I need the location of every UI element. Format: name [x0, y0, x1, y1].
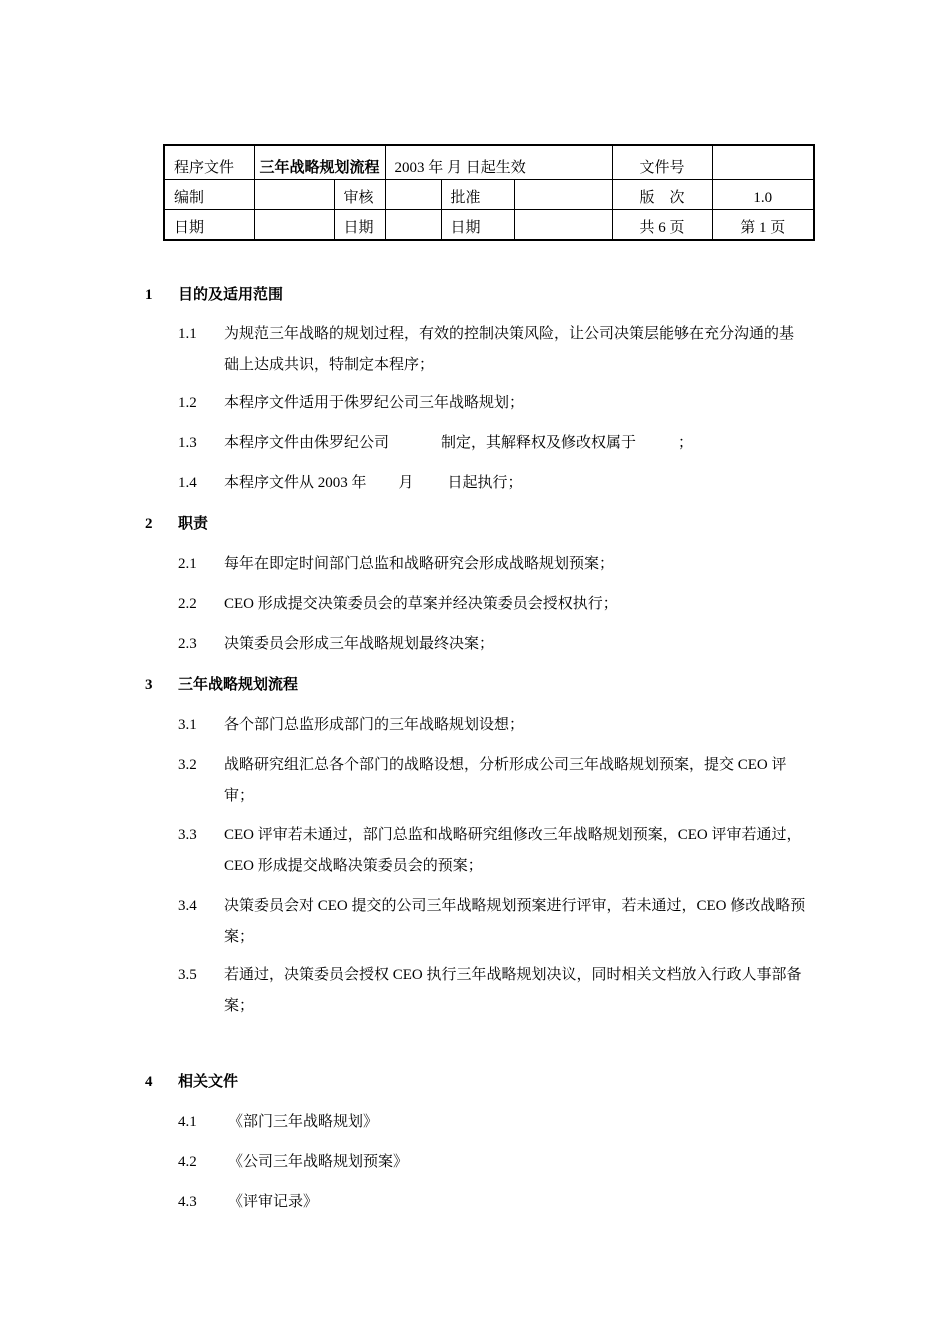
item-number: 3.5 [178, 967, 197, 983]
item-number: 1.3 [178, 435, 197, 451]
item-text: 为规范三年战略的规划过程，有效的控制决策风险，让公司决策层能够在充分沟通的基础上达成共识，特制定本程序； [224, 326, 795, 373]
list-item-2-2 [178, 589, 808, 620]
header-row-2 [164, 180, 814, 210]
item-text: CEO 评审若未通过，部门总监和战略研究组修改三年战略规划预案，CEO 评审若通过，CEO 形成提交战略决策委员会的预案； [224, 827, 802, 874]
item-text-part: 制定，其解释权及修改权属于 [441, 435, 637, 451]
date-label-3: 日期 [441, 210, 514, 241]
section-3-heading [145, 675, 298, 695]
section-number: 3 [145, 677, 153, 693]
item-text: 每年在即定时间部门总监和战略研究会形成战略规划预案； [224, 556, 615, 572]
item-text: 《公司三年战略规划预案》 [228, 1154, 409, 1170]
item-number: 4.3 [178, 1194, 197, 1210]
list-item-3-5 [178, 960, 808, 1022]
prepared-by-label: 编制 [164, 180, 254, 210]
list-item-3-1 [178, 710, 808, 741]
item-number: 3.4 [178, 898, 197, 914]
document-header-table [163, 144, 815, 241]
item-number: 1.1 [178, 326, 197, 342]
item-number: 4.1 [178, 1114, 197, 1130]
item-text: 《部门三年战略规划》 [228, 1114, 379, 1130]
item-text: 《评审记录》 [228, 1194, 319, 1210]
date-label-1: 日期 [164, 210, 254, 241]
item-text-part: 日起执行； [447, 475, 523, 491]
list-item-4-3 [178, 1187, 808, 1218]
item-text: 决策委员会对 CEO 提交的公司三年战略规划预案进行评审，若未通过，CEO 修改战略预案； [224, 898, 806, 945]
section-title: 相关文件 [178, 1074, 239, 1090]
list-item-1-2 [178, 388, 808, 419]
item-number: 1.4 [178, 475, 197, 491]
item-text-part: 本程序文件由侏罗纪公司 [224, 435, 390, 451]
item-text: 决策委员会形成三年战略规划最终决案； [224, 636, 495, 652]
list-item-2-1 [178, 549, 808, 580]
item-text: 战略研究组汇总各个部门的战略设想，分析形成公司三年战略规划预案，提交 CEO 评审； [224, 757, 787, 804]
item-number: 2.1 [178, 556, 197, 572]
item-number: 3.2 [178, 757, 197, 773]
list-item-1-1 [178, 319, 808, 381]
total-pages: 共 6 页 [612, 210, 712, 241]
list-item-4-2 [178, 1147, 808, 1178]
section-number: 2 [145, 516, 153, 532]
list-item-3-4 [178, 891, 808, 953]
page-number: 第 1 页 [712, 210, 814, 241]
item-text-part: 月 [398, 475, 414, 491]
version-value: 1.0 [712, 180, 814, 210]
doc-number-value [712, 145, 814, 180]
list-item-2-3 [178, 629, 808, 660]
item-text-part: 本程序文件从 2003 年 [224, 475, 367, 491]
item-number: 3.1 [178, 717, 197, 733]
approved-by-label: 批准 [441, 180, 514, 210]
section-2-heading [145, 514, 208, 534]
item-text: 本程序文件适用于侏罗纪公司三年战略规划； [224, 395, 525, 411]
version-label: 版 次 [612, 180, 712, 210]
section-title: 职责 [178, 516, 209, 532]
list-item-1-3 [178, 428, 808, 459]
doc-type-label: 程序文件 [164, 145, 254, 180]
date-value-3 [514, 210, 612, 241]
section-4-heading [145, 1072, 238, 1092]
list-item-1-4 [178, 468, 808, 499]
header-row-3 [164, 210, 814, 241]
list-item-4-1 [178, 1107, 808, 1138]
doc-number-label: 文件号 [612, 145, 712, 180]
reviewed-by-value [385, 180, 441, 210]
section-title: 三年战略规划流程 [178, 677, 299, 693]
item-number: 3.3 [178, 827, 197, 843]
prepared-by-value [254, 180, 334, 210]
section-title: 目的及适用范围 [178, 287, 284, 303]
approved-by-value [514, 180, 612, 210]
list-item-3-2 [178, 750, 808, 812]
date-value-1 [254, 210, 334, 241]
item-number: 4.2 [178, 1154, 197, 1170]
date-value-2 [385, 210, 441, 241]
effective-date: 2003 年 月 日起生效 [385, 145, 612, 180]
item-text: CEO 形成提交决策委员会的草案并经决策委员会授权执行； [224, 596, 618, 612]
list-item-3-3 [178, 820, 808, 882]
item-text-part: ； [678, 435, 694, 451]
date-label-2: 日期 [334, 210, 385, 241]
item-text: 若通过，决策委员会授权 CEO 执行三年战略规划决议，同时相关文档放入行政人事部备案； [224, 967, 802, 1014]
item-number: 2.3 [178, 636, 197, 652]
item-number: 2.2 [178, 596, 197, 612]
header-row-1 [164, 145, 814, 180]
reviewed-by-label: 审核 [334, 180, 385, 210]
item-number: 1.2 [178, 395, 197, 411]
doc-title: 三年战略规划流程 [254, 145, 385, 180]
section-number: 1 [145, 287, 153, 303]
section-number: 4 [145, 1074, 153, 1090]
item-text: 各个部门总监形成部门的三年战略规划设想； [224, 717, 525, 733]
section-1-heading [145, 285, 283, 305]
